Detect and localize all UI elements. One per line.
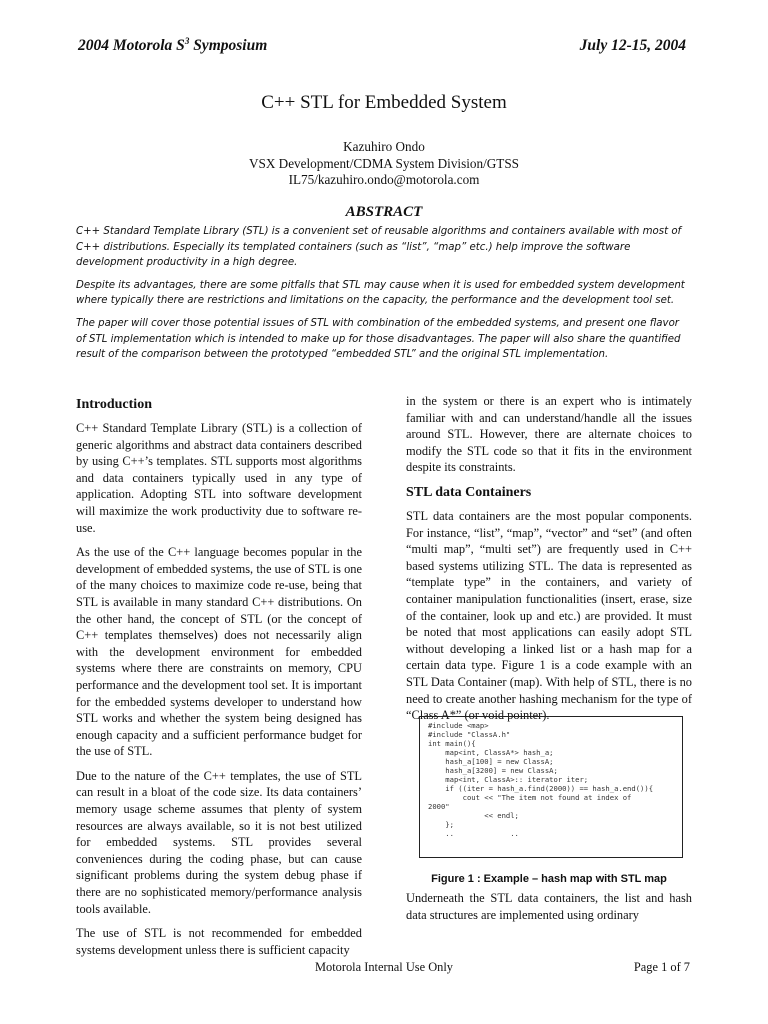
abstract-paragraph: The paper will cover those potential issues of STL with combination of the embedded systems, and present one flavor of STL implementation which is intended to make up for those disadvantages. The paper will also share the quantified result of the comparison between the prototyped “embedded STL” and the original STL implementation.: [76, 317, 681, 361]
footer-classification: Motorola Internal Use Only: [315, 960, 453, 974]
right-column: [406, 393, 692, 732]
code-line: 2000": [428, 802, 450, 811]
code-line: int main(){: [428, 739, 476, 748]
author-block: [0, 139, 768, 189]
abstract-heading: ABSTRACT: [345, 204, 423, 220]
author-name: Kazuhiro Ondo: [343, 139, 425, 154]
abstract-paragraph: C++ Standard Template Library (STL) is a convenient set of reusable algorithms and containers available with most of C++ distributions. Especially its templated containers (such as “list”, “map” etc.) help improve the software development productivity in a high degree.: [76, 226, 682, 269]
abstract-paragraph: Despite its advantages, there are some pitfalls that STL may cause when it is used for embedded system development where typically there are restrictions and limitations on the capacity, the performance and the development tool set.: [76, 279, 685, 307]
code-line: };: [428, 820, 454, 829]
code-line: #include "ClassA.h": [428, 730, 511, 739]
introduction-heading: Introduction: [76, 397, 152, 412]
body-paragraph: Underneath the STL data containers, the list and hash data structures are implemented using ordinary: [406, 891, 692, 922]
containers-heading: STL data Containers: [406, 484, 532, 500]
figure-caption: Figure 1 : Example – hash map with STL map: [431, 873, 667, 885]
body-paragraph: in the system or there is an expert who is intimately familiar with and can understand/handle all the issues around STL. However, there are alternate choices to modify the STL code so that it fits in the environment despite its constraints.: [406, 394, 692, 475]
conference-date: July 12-15, 2004: [579, 37, 686, 55]
code-line: << endl;: [428, 811, 519, 820]
right-column-continued: [406, 890, 692, 931]
code-line: if ((iter = hash_a.find(2000)) == hash_a.end()){: [428, 784, 654, 793]
code-line: .. ..: [428, 829, 519, 838]
paper-title: C++ STL for Embedded System: [261, 92, 507, 113]
page-number: Page 1 of 7: [633, 960, 690, 974]
body-paragraph: The use of STL is not recommended for embedded systems development unless there is sufficient capacity: [76, 926, 362, 957]
author-email: IL75/kazuhiro.ondo@motorola.com: [288, 172, 480, 187]
conference-name: 2004 Motorola $S^3$ Symposium: [78, 36, 268, 55]
code-figure: [419, 716, 683, 858]
code-line: hash_a[3200] = new ClassA;: [428, 766, 558, 775]
code-line: hash_a[100] = new ClassA;: [428, 757, 554, 766]
body-paragraph: Due to the nature of the C++ templates, the use of STL can result in a bloat of the code size. Its data containers’ memory usage scheme assumes that plenty of system resources are always available, so it is not best utilized for embedded systems. STL provides several conveniences during the coding phase, but can cause significant problems during the system debug phase if there are no sophisticated memory/performance analysis tools available.: [76, 768, 362, 916]
author-affiliation: VSX Development/CDMA System Division/GTSS: [249, 155, 519, 171]
code-line: map<int, ClassA>:: iterator iter;: [428, 775, 589, 784]
code-line: #include <map>: [428, 721, 489, 730]
code-line: cout << "The item not found at index of: [428, 793, 632, 802]
code-line: map<int, ClassA*> hash_a;: [428, 748, 554, 757]
running-header: [78, 36, 686, 58]
left-column: [76, 396, 362, 966]
body-paragraph: STL data containers are the most popular components. For instance, “list”, “map”, “vector” and “set” (and often “multi map”, “multi set”) are frequently used in C++ based systems utilizing STL. The data is represented as “template type” in the containers, and variety of container manipulation functionalities (insert, erase, size of the container, look up and etc.) are provided. It must be noted that most applications can easily adopt STL without developing a linked list or a hash map for a certain data type. Figure 1 is a code example with an STL Data Container (map). With help of STL, there is no need to create another hashing mechanism for the type of “Class A*” (or void pointer).: [406, 508, 692, 723]
body-paragraph: C++ Standard Template Library (STL) is a collection of generic algorithms and abstract data containers described by using C++’s templates. STL supports most algorithms and data containers typically used in any type of application. Adopting STL into software development will maximize the work productivity due to software re-use.: [76, 421, 362, 535]
body-paragraph: As the use of the C++ language becomes popular in the development of embedded systems, the use of STL is one of the many choices to maximize code re-use, being that STL is available in many standard C++ distributions. On the other hand, the concept of STL (or the concept of C++ templates themselves) does not necessarily align with the development environment for embedded systems where there are constraints on memory, CPU performance and the development tool set. It is important for the embedded systems developer to understand how STL works and whether the system being designed has enough capacity and a sufficient performance budget for the use of STL.: [76, 545, 362, 759]
abstract-body: [76, 224, 688, 370]
